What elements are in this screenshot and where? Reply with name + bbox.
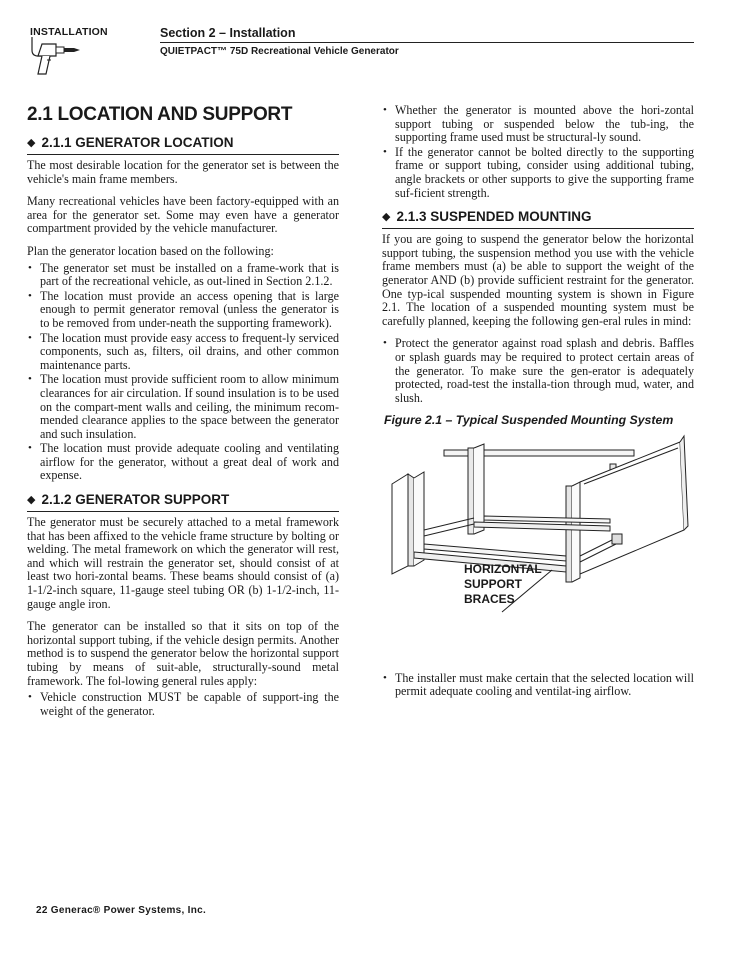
location-list bbox=[27, 262, 339, 484]
list-item: • Protect the generator against road splash and debris. Baffles or splash guards may be required to protect certain areas of the generator. To make sure the gen-erator is adequately protected, road-test the installa-tion through mud, water, and slush. bbox=[382, 337, 694, 405]
list-item: • If the generator cannot be bolted directly to the supporting frame or support tubing, consider using additional tubing, angle brackets or other supports to give the supporting frame suf-ficient strength. bbox=[382, 146, 694, 200]
figure-2-1 bbox=[382, 434, 694, 624]
diamond-icon: ◆ bbox=[382, 211, 391, 224]
list-item: • The location must provide easy access to frequent-ly serviced components, such as, filters, oil drains, and other common maintenance parts. bbox=[27, 332, 339, 373]
paragraph: The generator can be installed so that it sits on top of the horizontal support tubing, if the vehicle design permits. Another method is to suspend the generator below the horizontal support tubing by means of suit-able, structurally-sound metal framework. The fol-lowing general rules apply: bbox=[27, 619, 339, 688]
support-list-start bbox=[27, 691, 339, 718]
suspended-list-continued bbox=[382, 672, 694, 699]
page-title: 2.1 LOCATION AND SUPPORT bbox=[27, 104, 293, 125]
figure-callout: HORIZONTAL SUPPORT BRACES bbox=[464, 561, 542, 606]
page-footer: 22 Generac® Power Systems, Inc. bbox=[36, 905, 207, 916]
list-item: • Whether the generator is mounted above the hori-zontal support tubing or suspended below the tub-ing, the supporting frame used must be structural-ly sound. bbox=[382, 104, 694, 145]
diamond-icon: ◆ bbox=[27, 137, 36, 149]
drill-icon bbox=[30, 36, 110, 104]
paragraph: The most desirable location for the generator set is between the vehicle's main frame members. bbox=[27, 158, 339, 186]
heading-2-1-1: ◆ 2.1.1 GENERATOR LOCATION bbox=[27, 135, 339, 155]
product-title: QUIETPACT™ 75D Recreational Vehicle Generator bbox=[160, 46, 399, 57]
right-column bbox=[382, 104, 694, 708]
list-item: • The location must provide an access opening that is large enough to permit generator removal (unless the generator is to be removed from under-neath the supporting framework). bbox=[27, 290, 339, 331]
diamond-icon: ◆ bbox=[27, 494, 36, 507]
left-column bbox=[27, 104, 339, 727]
header-tab bbox=[30, 26, 130, 38]
section-title: Section 2 – Installation bbox=[160, 26, 296, 40]
suspended-list bbox=[382, 337, 694, 405]
figure-caption: Figure 2.1 – Typical Suspended Mounting System bbox=[384, 413, 674, 428]
paragraph: Many recreational vehicles have been factory-equipped with an area for the generator set. Some may even have a generator compartment provided by the vehicle manufacturer. bbox=[27, 194, 339, 236]
list-item: • Vehicle construction MUST be capable of support-ing the weight of the generator. bbox=[27, 691, 339, 718]
header-tag: INSTALLATION bbox=[30, 26, 108, 38]
heading-2-1-2: ◆ 2.1.2 GENERATOR SUPPORT bbox=[27, 492, 339, 512]
support-list-continued bbox=[382, 104, 694, 200]
header-bar bbox=[160, 26, 694, 57]
paragraph: If you are going to suspend the generator below the horizontal support tubing, the suspension method you use with the vehicle frame members must (a) be able to support the weight of the generator AND (b) provide sufficient restraint for the generator. One typ-ical suspended mounting system is shown in Figure 2.1. The location of a suspended mounting system must be carefully planned, keeping the following gen-eral rules in mind: bbox=[382, 232, 694, 328]
header-rule bbox=[160, 42, 694, 43]
heading-2-1-3: ◆ 2.1.3 SUSPENDED MOUNTING bbox=[382, 209, 694, 229]
list-item: • The generator set must be installed on a frame-work that is part of the recreational vehicle, as out-lined in Section 2.1.2. bbox=[27, 262, 339, 289]
list-item: • The installer must make certain that the selected location will permit adequate cooling and ventilat-ing airflow. bbox=[382, 672, 694, 699]
paragraph: The generator must be securely attached to a metal framework that has been affixed to the vehicle frame structure by bolting or welding. The metal framework on which the generator will rest, and which will restrain the generator set, should consist of at least two hori-zontal beams. These beams should consist of (a) 1-1/2-inch square, 11-gauge steel tubing OR (b) 1-1/2-inch, 11-gauge angle iron. bbox=[27, 515, 339, 611]
list-item: • The location must provide sufficient room to allow minimum clearances for air circulation. If sound insulation is to be used on the compart-ment walls and ceiling, the minimum recom-mended clearance applies to the space between the generator and such insulation. bbox=[27, 373, 339, 441]
list-item: • The location must provide adequate cooling and ventilating airflow for the generator, without a great deal of work and expense. bbox=[27, 442, 339, 483]
paragraph: Plan the generator location based on the following: bbox=[27, 243, 274, 258]
